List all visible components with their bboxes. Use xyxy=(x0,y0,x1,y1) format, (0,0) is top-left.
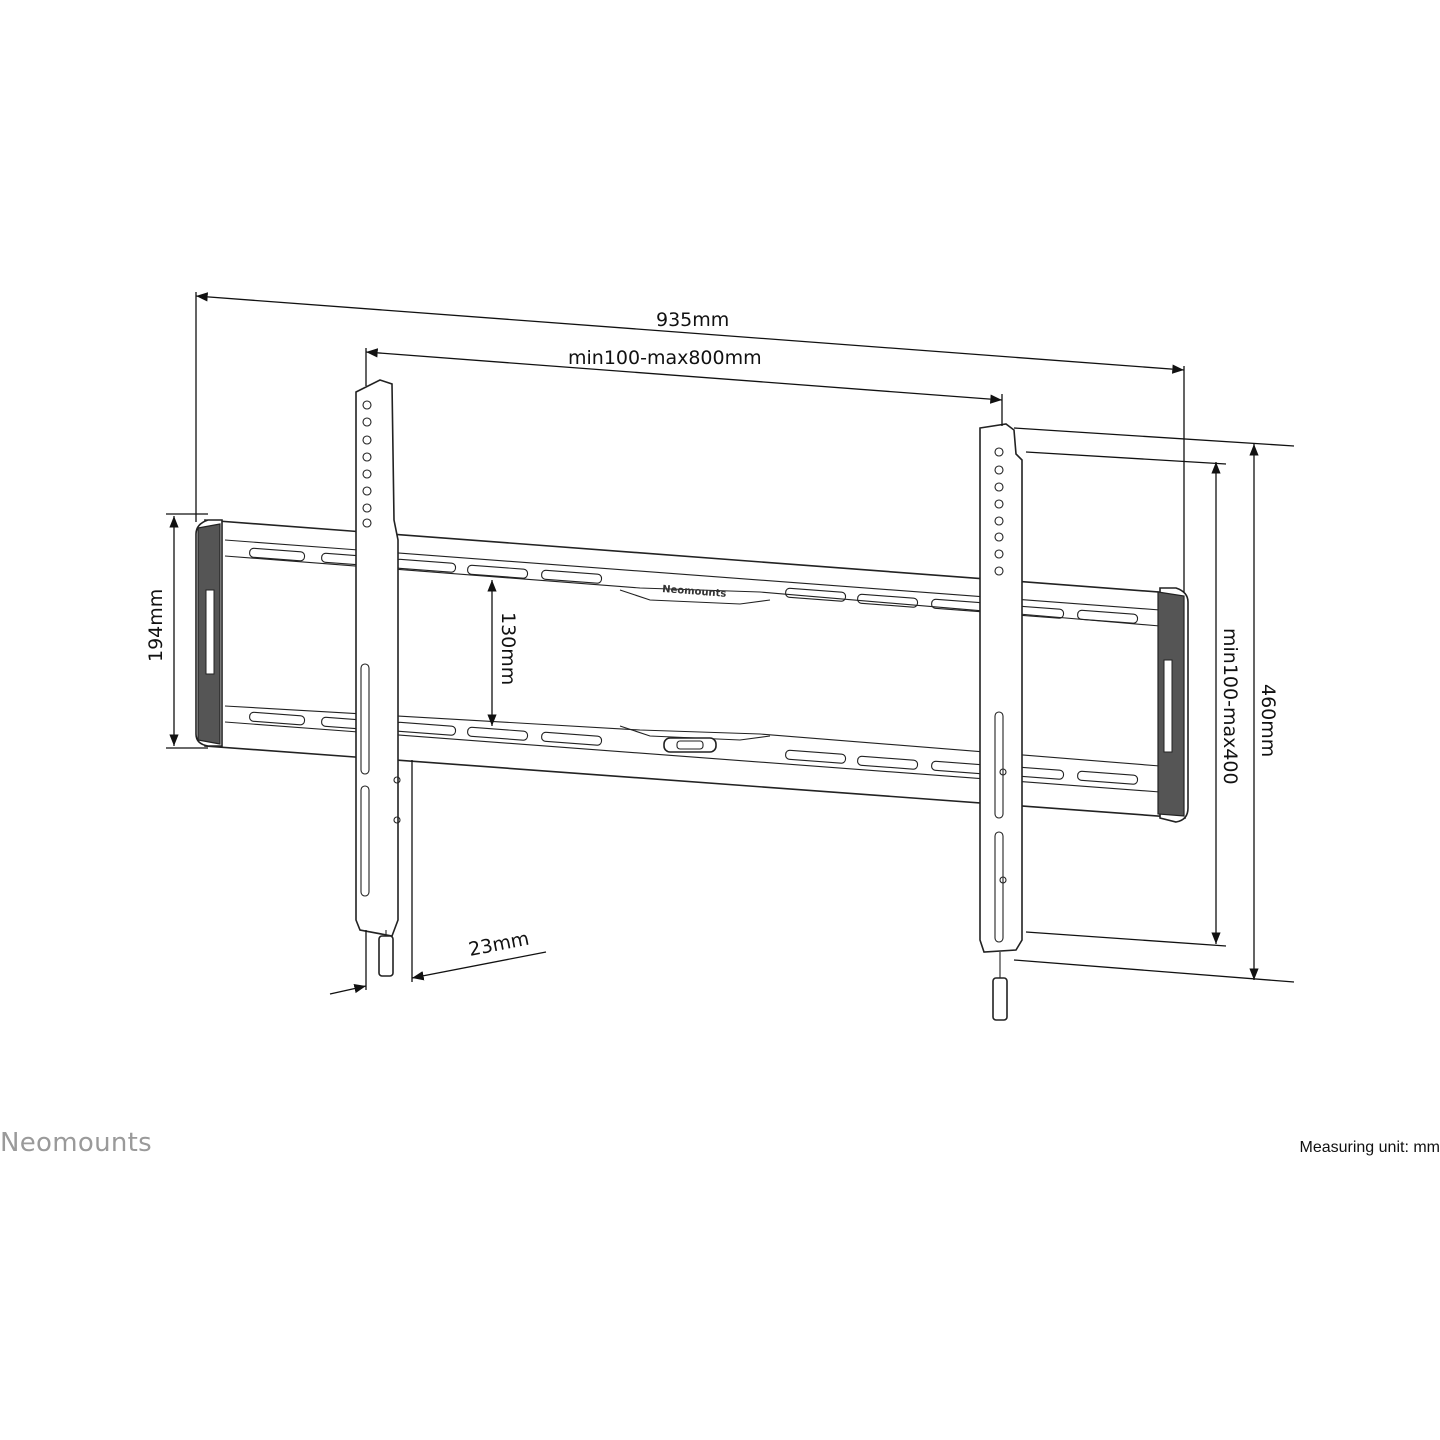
dim-overall-width: 935mm xyxy=(656,309,730,331)
dim-vesa-horizontal: min100-max800mm xyxy=(568,347,762,369)
dim-plate-height: 194mm xyxy=(145,588,167,662)
right-vertical-strap xyxy=(980,424,1022,1020)
right-end-cap xyxy=(1158,588,1188,822)
dim-rail-spacing: 130mm xyxy=(497,612,519,686)
dim-overall-height: 460mm xyxy=(1257,684,1279,758)
left-vertical-strap xyxy=(356,380,400,976)
dimension-vesa-horizontal xyxy=(366,347,1002,426)
dim-wall-distance: 23mm xyxy=(466,927,532,961)
dim-vesa-vertical: min100-max400 xyxy=(1219,628,1241,785)
brand-logo: Neomounts xyxy=(0,1128,152,1158)
measuring-unit-note: Measuring unit: mm xyxy=(1299,1139,1440,1156)
plate-logo: Neomounts xyxy=(661,584,727,600)
left-end-cap xyxy=(196,520,222,746)
